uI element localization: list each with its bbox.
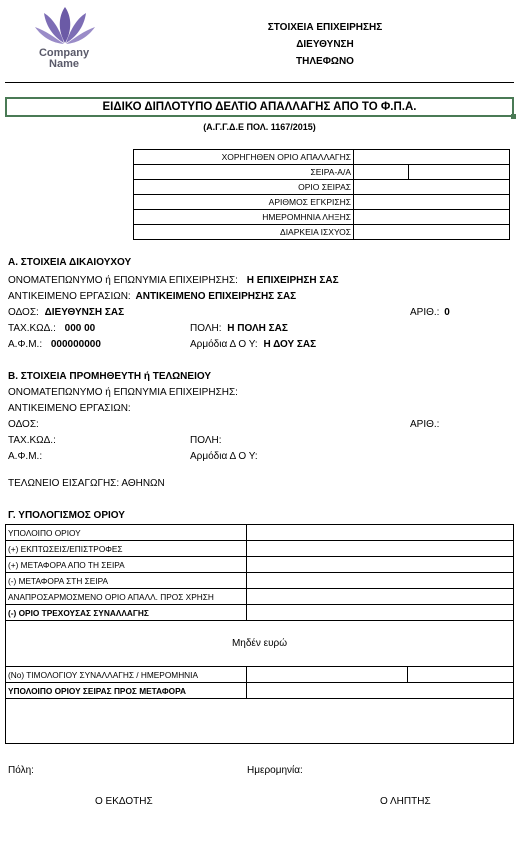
transfer-from-series-label: (+) ΜΕΤΑΦΟΡΑ ΑΠΟ ΤΗ ΣΕΙΡΑ bbox=[6, 557, 247, 573]
section-a-title: Α. ΣΤΟΙΧΕΙΑ ΔΙΚΑΙΟΥΧΟΥ bbox=[8, 257, 132, 268]
beneficiary-zip-value[interactable]: 000 00 bbox=[64, 323, 96, 334]
beneficiary-city-row bbox=[190, 323, 288, 334]
beneficiary-city-label: ΠΟΛΗ: bbox=[190, 323, 222, 334]
supplier-city-label: ΠΟΛΗ: bbox=[190, 435, 222, 446]
table-row bbox=[134, 210, 510, 225]
beneficiary-afm-row bbox=[8, 339, 101, 350]
limit-calculation-table bbox=[5, 524, 514, 744]
beneficiary-object-label: ΑΝΤΙΚΕΙΜΕΝΟ ΕΡΓΑΣΙΩΝ: bbox=[8, 291, 131, 302]
beneficiary-afm-label: Α.Φ.Μ.: bbox=[8, 339, 43, 350]
table-row bbox=[6, 525, 514, 541]
address-label: ΔΙΕΥΘΥΝΣΗ bbox=[296, 39, 354, 50]
beneficiary-object-value[interactable]: ΑΝΤΙΚΕΙΜΕΝΟ ΕΠΙΧΕΙΡΗΣΗΣ ΣΑΣ bbox=[135, 291, 297, 302]
phone-label: ΤΗΛΕΦΩΝΟ bbox=[296, 56, 354, 67]
footer-city-label: Πόλη: bbox=[8, 765, 34, 776]
supplier-object-label: ΑΝΤΙΚΕΙΜΕΝΟ ΕΡΓΑΣΙΩΝ: bbox=[8, 403, 131, 414]
table-row bbox=[6, 557, 514, 573]
adjusted-limit-value[interactable] bbox=[247, 589, 514, 605]
current-limit-value[interactable] bbox=[247, 605, 514, 621]
beneficiary-street-value[interactable]: ΔΙΕΥΘΥΝΣΗ ΣΑΣ bbox=[44, 307, 125, 318]
beneficiary-street-row bbox=[8, 307, 124, 318]
header-divider bbox=[5, 82, 514, 83]
document-title-cell[interactable] bbox=[5, 97, 514, 117]
table-row bbox=[6, 699, 514, 744]
series-value[interactable] bbox=[354, 165, 409, 180]
document-subtitle: (Α.Γ.Γ.Δ.Ε ΠΟΛ. 1167/2015) bbox=[203, 122, 316, 132]
logo-line-2: Name bbox=[49, 58, 79, 70]
beneficiary-afm-value[interactable]: 000000000 bbox=[50, 339, 101, 350]
beneficiary-zip-row bbox=[8, 323, 95, 334]
beneficiary-doy-row bbox=[190, 339, 316, 350]
invoice-date-value[interactable] bbox=[408, 667, 514, 683]
company-info-label: ΣΤΟΙΧΕΙΑ ΕΠΙΧΕΙΡΗΣΗΣ bbox=[267, 22, 383, 33]
expiry-date-label: ΗΜΕΡΟΜΗΝΙΑ ΛΗΞΗΣ bbox=[134, 210, 354, 225]
beneficiary-zip-label: ΤΑΧ.ΚΩΔ.: bbox=[8, 323, 56, 334]
customs-office: ΤΕΛΩΝΕΙΟ ΕΙΣΑΓΩΓΗΣ: ΑΘΗΝΩΝ bbox=[8, 478, 165, 489]
series-remaining-label: ΥΠΟΛΟΙΠΟ ΟΡΙΟΥ ΣΕΙΡΑΣ ΠΡΟΣ ΜΕΤΑΦΟΡΑ bbox=[6, 683, 247, 699]
logo-line-1: Company bbox=[38, 47, 90, 59]
table-row bbox=[134, 180, 510, 195]
transfer-to-series-value[interactable] bbox=[247, 573, 514, 589]
validity-label: ΔΙΑΡΚΕΙΑ ΙΣΧΥΟΣ bbox=[134, 225, 354, 240]
series-limit-label: ΟΡΙΟ ΣΕΙΡΑΣ bbox=[134, 180, 354, 195]
transfer-from-series-value[interactable] bbox=[247, 557, 514, 573]
supplier-name-label: ΟΝΟΜΑΤΕΠΩΝΥΜΟ ή ΕΠΩΝΥΜΙΑ ΕΠΙΧΕΙΡΗΣΗΣ: bbox=[8, 387, 238, 398]
series-remaining-value[interactable] bbox=[247, 683, 514, 699]
table-row bbox=[134, 150, 510, 165]
table-row bbox=[6, 605, 514, 621]
supplier-afm-label: Α.Φ.Μ.: bbox=[8, 451, 43, 462]
section-b-title: Β. ΣΤΟΙΧΕΙΑ ΠΡΟΜΗΘΕΥΤΗ ή ΤΕΛΩΝΕΙΟΥ bbox=[8, 371, 212, 382]
adjusted-limit-label: ΑΝΑΠΡΟΣΑΡΜΟΣΜΕΝΟ ΟΡΙΟ ΑΠΑΛΛ. ΠΡΟΣ ΧΡΗΣΗ bbox=[6, 589, 247, 605]
notes-area[interactable] bbox=[6, 699, 514, 744]
series-number-value[interactable] bbox=[409, 165, 510, 180]
series-label: ΣΕΙΡΑ-Α/Α bbox=[134, 165, 354, 180]
validity-value[interactable] bbox=[354, 225, 510, 240]
section-c-title: Γ. ΥΠΟΛΟΓΙΣΜΟΣ ΟΡΙΟΥ bbox=[8, 510, 125, 521]
lotus-icon bbox=[34, 5, 96, 49]
beneficiary-number-label: ΑΡΙΘ.: bbox=[410, 307, 440, 318]
table-row bbox=[134, 225, 510, 240]
receiver-signature-label: Ο ΛΗΠΤΗΣ bbox=[380, 796, 431, 807]
table-row bbox=[134, 165, 510, 180]
beneficiary-number-value[interactable]: 0 bbox=[444, 307, 450, 318]
amount-in-words[interactable]: Μηδέν ευρώ bbox=[6, 621, 514, 667]
series-limit-value[interactable] bbox=[354, 180, 510, 195]
beneficiary-doy-label: Αρμόδια Δ Ο Υ: bbox=[190, 339, 258, 350]
table-row bbox=[6, 573, 514, 589]
supplier-number-label: ΑΡΙΘ.: bbox=[410, 419, 440, 430]
granted-limit-value[interactable] bbox=[354, 150, 510, 165]
fill-handle[interactable] bbox=[511, 114, 516, 119]
document-title: ΕΙΔΙΚΟ ΔΙΠΛΟΤΥΠΟ ΔΕΛΤΙΟ ΑΠΑΛΛΑΓΗΣ ΑΠΟ ΤΟ Φ.Π.Α. bbox=[102, 101, 417, 113]
beneficiary-name-value[interactable]: Η ΕΠΙΧΕΙΡΗΣΗ ΣΑΣ bbox=[246, 275, 339, 286]
current-limit-label: (-) ΟΡΙΟ ΤΡΕΧΟΥΣΑΣ ΣΥΝΑΛΛΑΓΗΣ bbox=[6, 605, 247, 621]
approval-number-label: ΑΡΙΘΜΟΣ ΕΓΚΡΙΣΗΣ bbox=[134, 195, 354, 210]
invoice-number-value[interactable] bbox=[247, 667, 408, 683]
table-row bbox=[6, 621, 514, 667]
table-row bbox=[6, 589, 514, 605]
granted-limit-label: ΧΟΡΗΓΗΘΕΝ ΟΡΙΟ ΑΠΑΛΛΑΓΗΣ bbox=[134, 150, 354, 165]
approval-number-value[interactable] bbox=[354, 195, 510, 210]
remaining-limit-label: ΥΠΟΛΟΙΠΟ ΟΡΙΟΥ bbox=[6, 525, 247, 541]
company-logo bbox=[20, 5, 112, 75]
table-row bbox=[134, 195, 510, 210]
beneficiary-doy-value[interactable]: Η ΔΟΥ ΣΑΣ bbox=[263, 339, 317, 350]
footer-date-label: Ημερομηνία: bbox=[247, 765, 303, 776]
supplier-zip-label: ΤΑΧ.ΚΩΔ.: bbox=[8, 435, 56, 446]
beneficiary-number-row bbox=[410, 307, 450, 318]
discounts-returns-value[interactable] bbox=[247, 541, 514, 557]
beneficiary-street-label: ΟΔΟΣ: bbox=[8, 307, 39, 318]
table-row bbox=[6, 541, 514, 557]
beneficiary-name-label: ΟΝΟΜΑΤΕΠΩΝΥΜΟ ή ΕΠΩΝΥΜΙΑ ΕΠΙΧΕΙΡΗΣΗΣ: bbox=[8, 275, 238, 286]
beneficiary-city-value[interactable]: Η ΠΟΛΗ ΣΑΣ bbox=[227, 323, 288, 334]
table-row bbox=[6, 683, 514, 699]
supplier-street-label: ΟΔΟΣ: bbox=[8, 419, 39, 430]
beneficiary-name-row bbox=[8, 275, 339, 286]
exemption-info-table bbox=[133, 149, 510, 240]
issuer-signature-label: Ο ΕΚΔΟΤΗΣ bbox=[95, 796, 153, 807]
invoice-number-label: (Νο) ΤΙΜΟΛΟΓΙΟΥ ΣΥΝΑΛΛΑΓΗΣ / ΗΜΕΡΟΜΗΝΙΑ bbox=[6, 667, 247, 683]
transfer-to-series-label: (-) ΜΕΤΑΦΟΡΑ ΣΤΗ ΣΕΙΡΑ bbox=[6, 573, 247, 589]
table-row bbox=[6, 667, 514, 683]
discounts-returns-label: (+) ΕΚΠΤΩΣΕΙΣ/ΕΠΙΣΤΡΟΦΕΣ bbox=[6, 541, 247, 557]
expiry-date-value[interactable] bbox=[354, 210, 510, 225]
remaining-limit-value[interactable] bbox=[247, 525, 514, 541]
beneficiary-object-row bbox=[8, 291, 296, 302]
supplier-doy-label: Αρμόδια Δ Ο Υ: bbox=[190, 451, 258, 462]
